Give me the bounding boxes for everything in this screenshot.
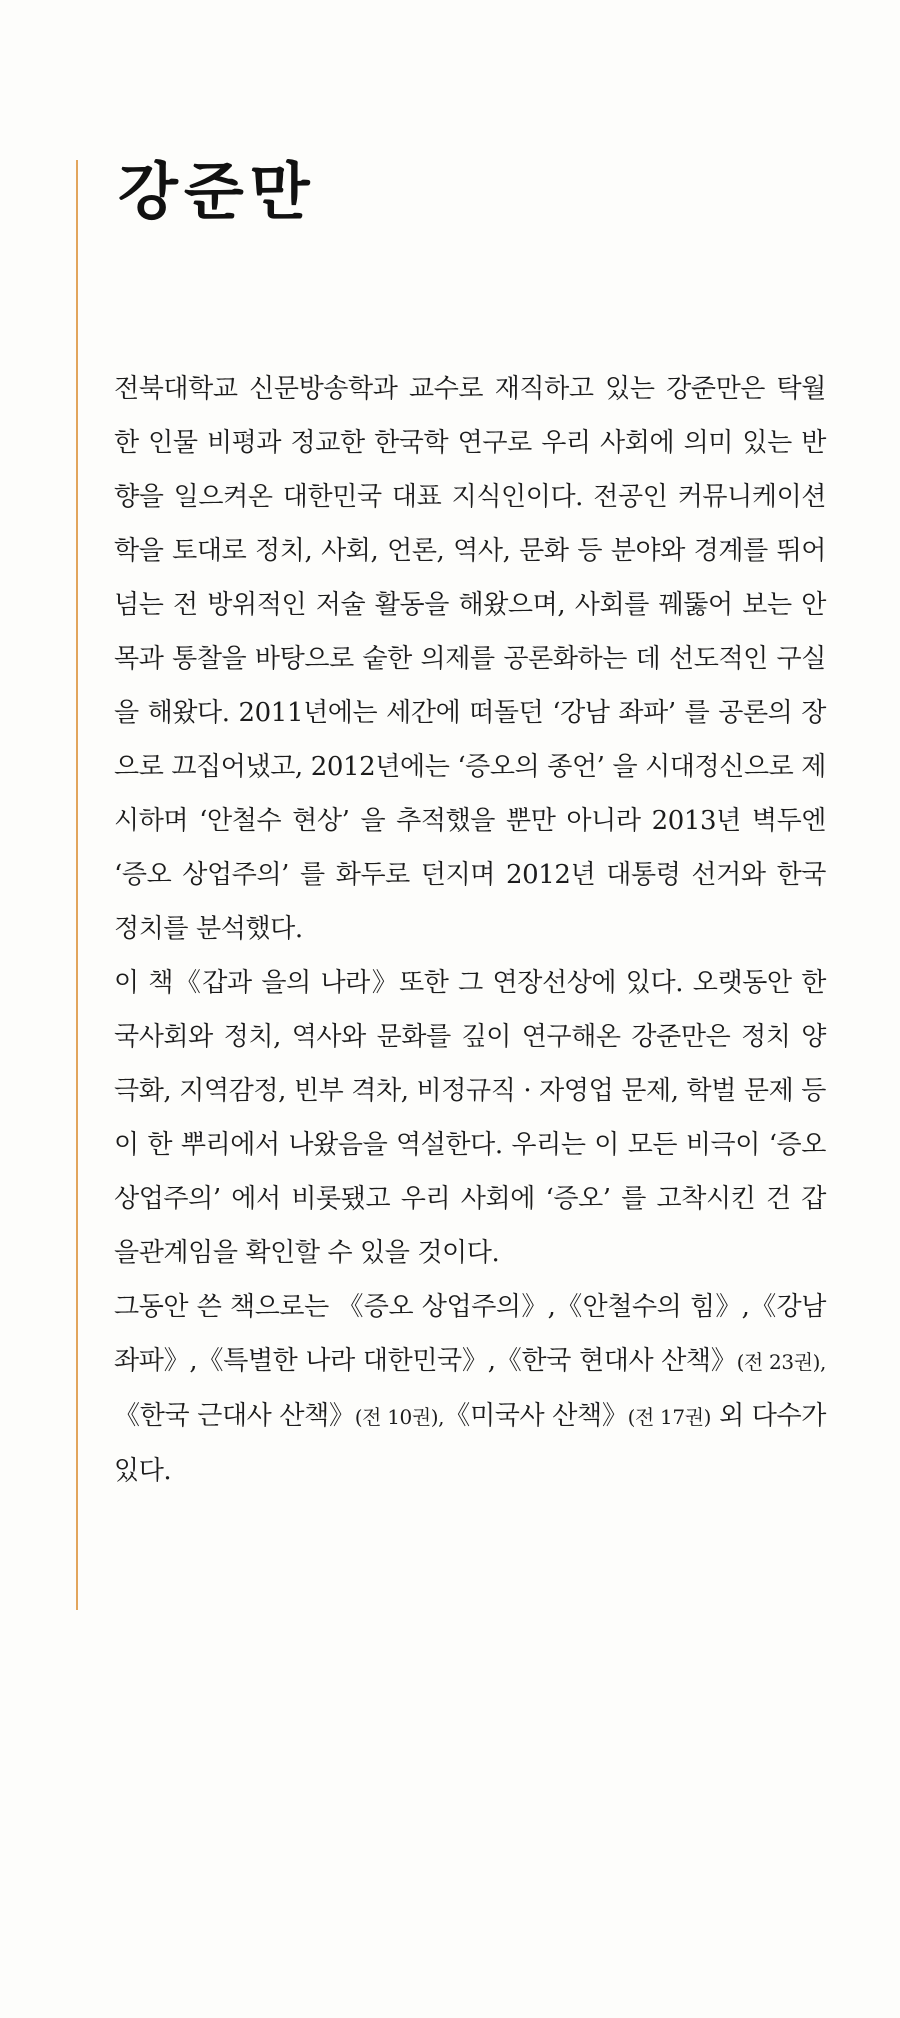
book-volume-note: (전 10권), [354, 1405, 445, 1429]
books-outro: 외 다수가 있다. [114, 1401, 826, 1486]
book-title: 《한국 현대사 산책》 [495, 1346, 737, 1376]
book-title: 《강남 좌파》, [114, 1292, 826, 1376]
book-title: 《증오 상업주의》, [337, 1292, 556, 1322]
bio-paragraph-book: 이 책《갑과 을의 나라》또한 그 연장선상에 있다. 오랫동안 한국사회와 정치, 역사와 문화를 깊이 연구해온 강준만은 정치 양극화, 지역감정, 빈부 격차, 비정규직 · 자영업 문제, 학벌 문제 등이 한 뿌리에서 나왔음을 역설한다. 우리는 이 모든 비극이 ‘증오 상업주의’ 에서 비롯됐고 우리 사회에 ‘증오’ 를 고착시킨 건 갑을관계임을 확인할 수 있을 것이다. [114, 968, 826, 1268]
accent-rule [76, 160, 78, 1610]
book-title: 《안철수의 힘》, [555, 1292, 750, 1322]
book-volume-note: (전 17권) [627, 1405, 712, 1429]
author-bio [114, 362, 826, 1498]
book-title: 《한국 근대사 산책》 [114, 1401, 355, 1431]
book-volume-note: (전 23권), [736, 1350, 826, 1374]
books-intro: 그동안 쓴 책으로는 [114, 1292, 329, 1322]
bio-paragraph-career: 전북대학교 신문방송학과 교수로 재직하고 있는 강준만은 탁월한 인물 비평과 정교한 한국학 연구로 우리 사회에 의미 있는 반향을 일으켜온 대한민국 대표 지식인이다. 전공인 커뮤니케이션학을 토대로 정치, 사회, 언론, 역사, 문화 등 분야와 경계를 뛰어넘는 전 방위적인 저술 활동을 해왔으며, 사회를 꿰뚫어 보는 안목과 통찰을 바탕으로 숱한 의제를 공론화하는 데 선도적인 구실을 해왔다. 2011년에는 세간에 떠돌던 ‘강남 좌파’ 를 공론의 장으로 끄집어냈고, 2012년에는 ‘증오의 종언’ 을 시대정신으로 제시하며 ‘안철수 현상’ 을 추적했을 뿐만 아니라 2013년 벽두엔 ‘증오 상업주의’ 를 화두로 던지며 2012년 대통령 선거와 한국 정치를 분석했다. [114, 374, 826, 944]
bio-paragraph-bibliography [114, 1280, 826, 1498]
book-title: 《미국사 산책》 [444, 1401, 628, 1431]
author-name: 강준만 [118, 155, 316, 228]
book-title: 《특별한 나라 대한민국》, [197, 1346, 496, 1376]
